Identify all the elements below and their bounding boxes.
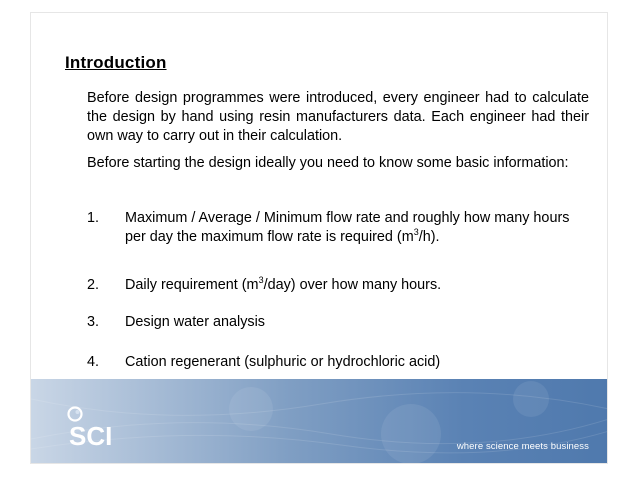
basic-information-paragraph: Before starting the design ideally you need to know some basic information: — [87, 155, 569, 171]
sci-logo — [65, 405, 145, 449]
list-text: Maximum / Average / Minimum flow rate and roughly how many hours per day the maximum flow rate is required $(m^3/h)$. — [125, 210, 570, 245]
list-number: 1. — [87, 210, 100, 226]
footer-banner — [31, 379, 608, 464]
slide — [30, 12, 608, 464]
superscript: 3 — [258, 275, 264, 285]
list-number: 3. — [87, 314, 100, 330]
list-text: Design water analysis — [125, 314, 265, 330]
list-number: 2. — [87, 277, 100, 293]
slide-title: Introduction — [65, 53, 167, 72]
list-number: 4. — [87, 354, 100, 370]
list-text: Daily requirement $(m^3/day)$ over how many hours. — [125, 275, 442, 293]
intro-paragraph: Before design programmes were introduced, every engineer had to calculate the design by hand using resin manufacturers data. Each engineer had their own way to carry out in their calculation. — [87, 90, 589, 144]
tagline: where science meets business — [456, 441, 589, 452]
superscript: 3 — [413, 227, 419, 237]
list-text: Cation regenerant (sulphuric or hydrochloric acid) — [125, 354, 441, 370]
logo-text: SCI — [69, 421, 113, 449]
